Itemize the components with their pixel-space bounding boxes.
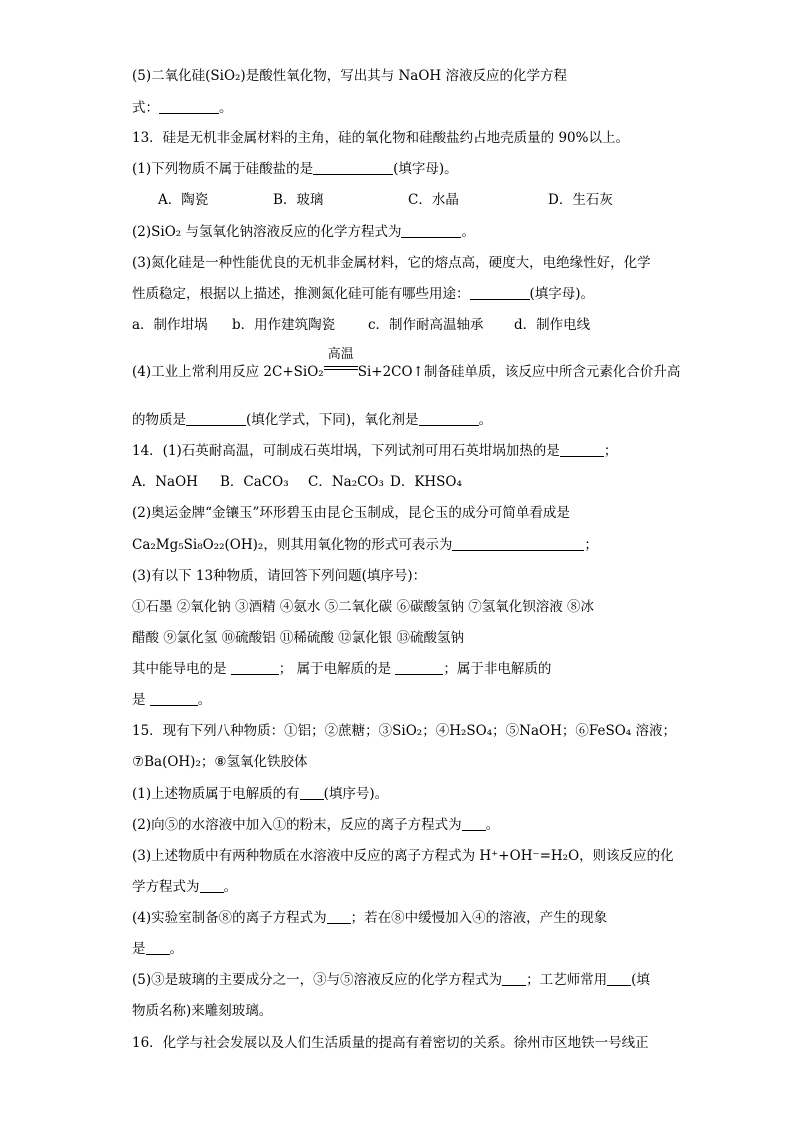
question-14-3-stem: (3)有以下 13种物质，请回答下列问题(填序号)： [132, 568, 427, 584]
question-15-4-line-2: 是 。 [132, 941, 183, 957]
option-a[interactable]: A．陶瓷 [158, 192, 209, 208]
question-15-3-line-2: 学方程式为 。 [132, 879, 237, 895]
question-12-5-line-1: (5)二氧化硅(SiO₂)是酸性氧化物，写出其与 NaOH 溶液反应的化学方程 [132, 68, 567, 84]
question-14-2-line-2: Ca₂Mg₅Si₈O₂₂(OH)₂，则其用氧化物的形式可表示为 ； [132, 537, 598, 553]
answer-blank[interactable] [200, 878, 224, 893]
answer-blank[interactable] [419, 411, 479, 426]
answer-blank[interactable] [502, 971, 526, 986]
question-14-3-items-1: ①石墨 ②氧化钠 ③酒精 ④氨水 ⑤二氧化碳 ⑥碳酸氢钠 ⑦氢氧化钡溶液 ⑧冰 [132, 599, 595, 615]
question-13-4-line-1: (4)工业上常利用反应 2C+SiO₂ 高温 Si+2CO↑制备硅单质，该反应中所含元素化合价升高 [132, 347, 681, 380]
answer-blank[interactable] [300, 785, 324, 800]
option-a[interactable]: a．制作坩埚 [132, 317, 208, 333]
question-12-5-line-2: 式： 。 [132, 100, 233, 116]
question-15-3-line-1: (3)上述物质中有两种物质在水溶液中反应的离子方程式为 H⁺+OH⁻=H₂O，则该反应的化 [132, 848, 674, 864]
option-c[interactable]: C．Na₂CO₃ [308, 474, 384, 490]
question-13-3-line-1: (3)氮化硅是一种性能优良的无机非金属材料，它的熔点高，硬度大，电绝缘性好，化学 [132, 255, 651, 271]
answer-blank[interactable] [401, 223, 461, 238]
option-c[interactable]: c．制作耐高温轴承 [368, 317, 484, 333]
question-15-1: (1)上述物质属于电解质的有 (填序号)。 [132, 786, 389, 802]
answer-blank[interactable] [159, 99, 219, 114]
question-16-stem: 16．化学与社会发展以及人们生活质量的提高有着密切的关系。徐州市区地铁一号线正 [132, 1035, 649, 1051]
answer-blank[interactable] [607, 971, 631, 986]
answer-blank[interactable] [395, 660, 443, 675]
option-b[interactable]: B．CaCO₃ [220, 474, 289, 490]
option-d[interactable]: D．KHSO₄ [390, 474, 462, 490]
question-15-5-line-1: (5)③是玻璃的主要成分之一，③与⑤溶液反应的化学方程式为 ；工艺师常用 (填 [132, 972, 650, 988]
question-14-1: 14．(1)石英耐高温，可制成石英坩埚，下列试剂可用石英坩埚加热的是 ； [132, 443, 618, 459]
question-14-1-options [132, 472, 664, 492]
question-15-5-line-2: 物质名称)来雕刻玻璃。 [132, 1003, 273, 1019]
question-14-3-blanks-2: 是 。 [132, 692, 212, 708]
question-13-stem: 13．硅是无机非金属材料的主角，硅的氧化物和硅酸盐约占地壳质量的 90%以上。 [132, 130, 629, 146]
option-b[interactable]: B．玻璃 [273, 192, 324, 208]
equals-sign [324, 366, 358, 370]
option-d[interactable]: D．生石灰 [548, 192, 613, 208]
question-13-3-line-2: 性质稳定，根据以上描述，推测氮化硅可能有哪些用途： (填字母)。 [132, 286, 595, 302]
question-13-3-options [132, 315, 664, 335]
answer-blank[interactable] [146, 940, 170, 955]
answer-blank[interactable] [470, 285, 530, 300]
question-15-stem-2: ⑦Ba(OH)₂；⑧氢氧化铁胶体 [132, 754, 308, 770]
question-13-4-line-2: 的物质是 (填化学式，下同)，氧化剂是 。 [132, 412, 493, 428]
option-d[interactable]: d．制作电线 [514, 317, 591, 333]
reaction-condition: 高温 [324, 360, 358, 376]
question-15-stem-1: 15．现有下列八种物质：①铝；②蔗糖；③SiO₂；④H₂SO₄；⑤NaOH；⑥FeSO₄ 溶液； [132, 723, 676, 739]
option-a[interactable]: A．NaOH [132, 474, 198, 490]
answer-blank[interactable] [186, 411, 246, 426]
answer-blank[interactable] [231, 660, 279, 675]
question-13-2: (2)SiO₂ 与氢氧化钠溶液反应的化学方程式为 。 [132, 224, 475, 240]
question-13-1-options [158, 190, 664, 210]
option-c[interactable]: C．水晶 [408, 192, 459, 208]
question-14-3-blanks: 其中能导电的是 ； 属于电解质的是 ；属于非电解质的 [132, 661, 552, 677]
question-14-2-line-1: (2)奥运金牌“金镶玉”环形碧玉由昆仑玉制成，昆仑玉的成分可简单看成是 [132, 505, 570, 521]
question-15-2: (2)向⑤的水溶液中加入①的粉末，反应的离子方程式为 。 [132, 817, 500, 833]
question-13-1: (1)下列物质不属于硅酸盐的是 (填字母)。 [132, 161, 458, 177]
option-b[interactable]: b．用作建筑陶瓷 [232, 317, 336, 333]
answer-blank[interactable] [150, 691, 198, 706]
answer-blank[interactable] [313, 160, 393, 175]
answer-blank[interactable] [560, 442, 604, 457]
answer-blank[interactable] [462, 816, 486, 831]
answer-blank[interactable] [452, 536, 584, 551]
question-15-4-line-1: (4)实验室制备⑧的离子方程式为 ；若在⑧中缓慢加入④的溶液，产生的现象 [132, 910, 608, 926]
question-14-3-items-2: 醋酸 ⑨氯化氢 ⑩硫酸铝 ⑪稀硫酸 ⑫氯化银 ⑬硫酸氢钠 [132, 630, 464, 646]
answer-blank[interactable] [327, 909, 351, 924]
